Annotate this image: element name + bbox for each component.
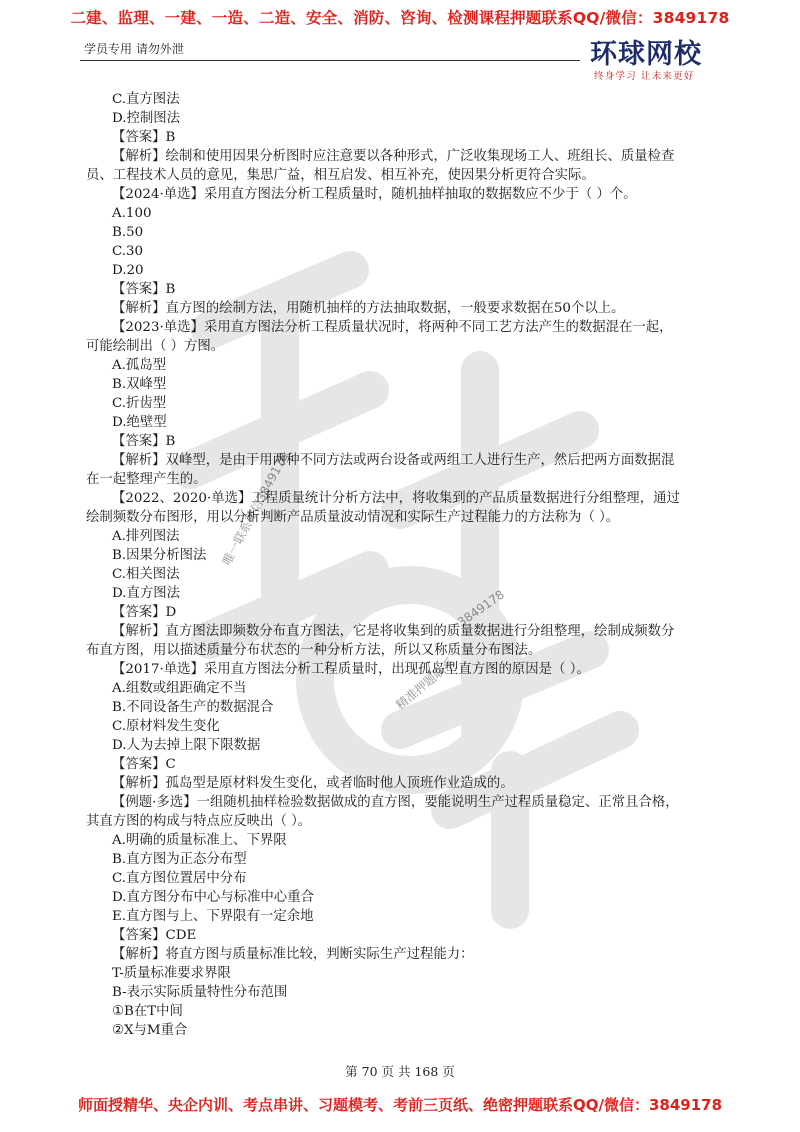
text-line: 【解析】绘制和使用因果分析图时应注意要以各种形式，广泛收集现场工人、班组长、质量检查 bbox=[112, 149, 675, 164]
logo-title: 环球网校 bbox=[590, 39, 702, 70]
bottom-banner: 师面授精华、央企内训、考点串讲、习题模考、考前三页纸、绝密押题联系QQ/微信：3849178 bbox=[77, 1096, 723, 1114]
watermark-text: 精准押题联系 bbox=[393, 655, 458, 713]
text-line: 【答案】B bbox=[112, 434, 176, 449]
text-line: 【答案】CDE bbox=[112, 928, 197, 943]
text-line: 【解析】孤岛型是原材料发生变化，或者临时他人顶班作业造成的。 bbox=[112, 776, 514, 791]
text-line: D.绝壁型 bbox=[112, 415, 167, 430]
text-line: A.明确的质量标准上、下界限 bbox=[112, 833, 287, 848]
header-notice: 学员专用 请勿外泄 bbox=[84, 42, 184, 56]
text-line: 【解析】直方图的绘制方法，用随机抽样的方法抽取数据，一般要求数据在50个以上。 bbox=[112, 301, 625, 316]
text-line: 【2022、2020·单选】工程质量统计分析方法中，将收集到的产品质量数据进行分组整理，通过 bbox=[112, 491, 680, 506]
page-number: 第 70 页 共 168 页 bbox=[345, 1064, 455, 1079]
text-line: C.原材料发生变化 bbox=[112, 719, 220, 734]
text-line: 【2023·单选】采用直方图法分析工程质量状况时，将两种不同工艺方法产生的数据混在一起， bbox=[112, 320, 673, 335]
text-line: C.相关图法 bbox=[112, 567, 180, 582]
text-line: 布直方图，用以描述质量分布状态的一种分析方法，所以又称质量分布图法。 bbox=[86, 643, 542, 658]
text-line: 【答案】B bbox=[112, 282, 176, 297]
text-line: 绘制频数分布图形，用以分析判断产品质量波动情况和实际生产过程能力的方法称为（ ）。 bbox=[86, 510, 620, 525]
text-line: 【解析】将直方图与质量标准比较，判断实际生产过程能力： bbox=[112, 947, 474, 962]
text-line: B-表示实际质量特性分布范围 bbox=[112, 985, 288, 1000]
text-line: C.直方图法 bbox=[112, 92, 180, 107]
text-line: B.不同设备生产的数据混合 bbox=[112, 700, 274, 715]
logo bbox=[590, 32, 740, 82]
text-line: T-质量标准要求界限 bbox=[112, 966, 231, 981]
text-line: B.因果分析图法 bbox=[112, 548, 207, 563]
text-line: ①B在T中间 bbox=[112, 1004, 183, 1019]
text-line: D.控制图法 bbox=[112, 111, 181, 126]
text-line: 可能绘制出（ ）方图。 bbox=[86, 339, 225, 354]
text-line: 【答案】D bbox=[112, 605, 177, 620]
text-line: 在一起整理产生的。 bbox=[86, 472, 207, 487]
text-line: D.直方图分布中心与标准中心重合 bbox=[112, 890, 314, 905]
text-line: B.直方图为正态分布型 bbox=[112, 852, 247, 867]
text-line: B.50 bbox=[112, 225, 144, 240]
text-line: 【答案】C bbox=[112, 757, 176, 772]
watermark-text: 唯一联系微信3849178 bbox=[219, 450, 292, 568]
watermark-text: 3849178 bbox=[455, 587, 507, 630]
text-line: A.组数或组距确定不当 bbox=[112, 681, 247, 696]
text-line: 【例题·多选】一组随机抽样检验数据做成的直方图，要能说明生产过程质量稳定、正常且合格， bbox=[112, 795, 679, 810]
text-line: C.直方图位置居中分布 bbox=[112, 871, 247, 886]
text-line: 【解析】双峰型，是由于用两种不同方法或两台设备或两组工人进行生产，然后把两方面数据混 bbox=[112, 453, 675, 468]
text-line: B.双峰型 bbox=[112, 377, 167, 392]
text-line: 【2024·单选】采用直方图法分析工程质量时，随机抽样抽取的数据数应不少于（ ）个。 bbox=[112, 187, 637, 202]
text-line: C.30 bbox=[112, 244, 144, 259]
logo-slogan: 终身学习 让未来更好 bbox=[594, 71, 695, 82]
text-line: 其直方图的构成与特点应反映出（ ）。 bbox=[86, 814, 312, 829]
text-line: A.100 bbox=[112, 206, 152, 221]
text-line: 【2017·单选】采用直方图法分析工程质量时，出现孤岛型直方图的原因是（ ）。 bbox=[112, 662, 590, 677]
text-line: D.20 bbox=[112, 263, 144, 278]
text-line: 员、工程技术人员的意见，集思广益，相互启发、相互补充，使因果分析更符合实际。 bbox=[86, 168, 595, 183]
text-line: A.排列图法 bbox=[112, 529, 180, 544]
text-line: C.折齿型 bbox=[112, 396, 167, 411]
top-banner: 二建、监理、一建、一造、二造、安全、消防、咨询、检测课程押题联系QQ/微信：3849178 bbox=[70, 9, 730, 27]
text-line: ②X与M重合 bbox=[112, 1023, 188, 1038]
text-line: D.直方图法 bbox=[112, 586, 181, 601]
text-line: E.直方图与上、下界限有一定余地 bbox=[112, 909, 314, 924]
text-line: 【解析】直方图法即频数分布直方图法，它是将收集到的质量数据进行分组整理，绘制成频数分 bbox=[112, 624, 675, 639]
text-line: 【答案】B bbox=[112, 130, 176, 145]
header-divider bbox=[80, 60, 580, 61]
text-line: D.人为去掉上限下限数据 bbox=[112, 738, 261, 753]
text-line: A.孤岛型 bbox=[112, 358, 167, 373]
